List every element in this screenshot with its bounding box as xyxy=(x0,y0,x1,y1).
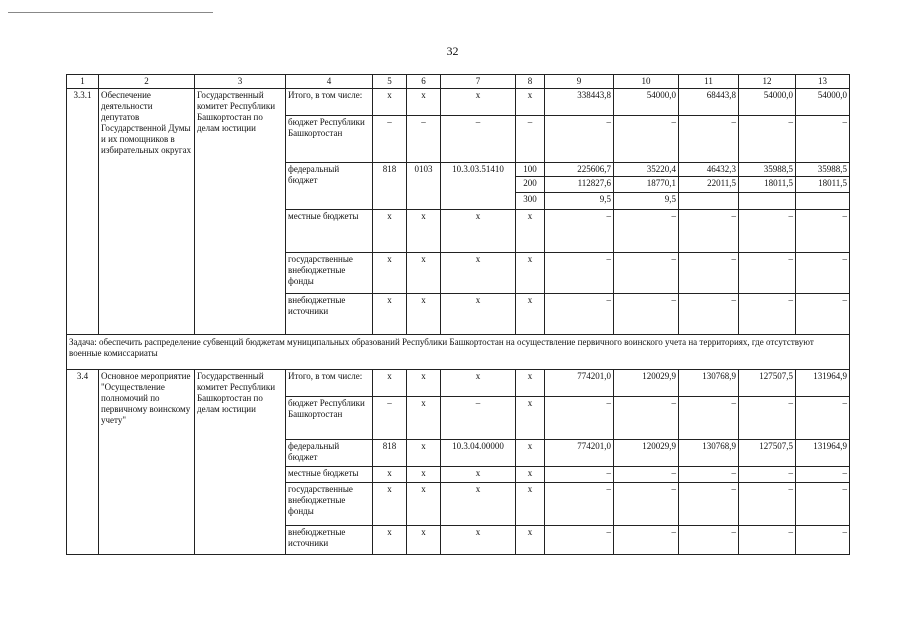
row-number: 3.3.1 xyxy=(67,89,99,335)
header-cell: 11 xyxy=(679,75,739,89)
source-cell: местные бюджеты xyxy=(286,467,373,483)
table-cell: – xyxy=(679,483,739,526)
table-cell: x xyxy=(373,467,407,483)
source-cell: государственные внебюджетные фонды xyxy=(286,483,373,526)
table-cell: – xyxy=(796,210,850,253)
table-cell: x xyxy=(441,467,516,483)
table-cell xyxy=(796,193,850,210)
table-row xyxy=(67,89,850,116)
table-cell: x xyxy=(516,483,545,526)
table-cell: – xyxy=(739,210,796,253)
table-cell: x xyxy=(516,440,545,467)
table-cell: x xyxy=(516,294,545,335)
table-cell: x xyxy=(373,526,407,555)
table-cell: 338443,8 xyxy=(545,89,614,116)
table-cell: – xyxy=(407,116,441,163)
header-cell: 2 xyxy=(99,75,195,89)
table-cell: x xyxy=(407,397,441,440)
table-cell: – xyxy=(545,467,614,483)
header-cell: 3 xyxy=(195,75,286,89)
table-cell xyxy=(739,193,796,210)
source-cell: внебюджетные источники xyxy=(286,526,373,555)
header-cell: 9 xyxy=(545,75,614,89)
table-cell: x xyxy=(516,89,545,116)
header-row xyxy=(67,75,850,89)
header-cell: 12 xyxy=(739,75,796,89)
table-cell: 68443,8 xyxy=(679,89,739,116)
table-cell: x xyxy=(441,526,516,555)
table-cell: – xyxy=(441,116,516,163)
table-cell: – xyxy=(796,253,850,294)
table-cell: 100 xyxy=(516,163,545,177)
table-cell: – xyxy=(796,483,850,526)
task-text: Задача: обеспечить распределение субвенций бюджетам муниципальных образований Республики Башкортостан на осуществление первичного воинского учета на территориях, где отсутствуют военные комиссариаты xyxy=(67,335,850,370)
table-cell: 54000,0 xyxy=(739,89,796,116)
source-cell: бюджет Республики Башкортостан xyxy=(286,397,373,440)
table-cell: x xyxy=(407,370,441,397)
table-cell: – xyxy=(796,116,850,163)
table-cell: – xyxy=(679,467,739,483)
table-cell: – xyxy=(614,210,679,253)
source-cell: федеральный бюджет xyxy=(286,440,373,467)
table-cell: 9,5 xyxy=(614,193,679,210)
table-cell: – xyxy=(739,116,796,163)
source-cell: местные бюджеты xyxy=(286,210,373,253)
table-cell: 130768,9 xyxy=(679,370,739,397)
table-cell: 18770,1 xyxy=(614,177,679,193)
table-cell: x xyxy=(407,89,441,116)
table-cell: 10.3.03.51410 xyxy=(441,163,516,210)
table-cell: – xyxy=(679,253,739,294)
header-cell: 6 xyxy=(407,75,441,89)
executor-name: Государственный комитет Республики Башкортостан по делам юстиции xyxy=(195,89,286,335)
source-cell: бюджет Республики Башкортостан xyxy=(286,116,373,163)
executor-name: Государственный комитет Республики Башкортостан по делам юстиции xyxy=(195,370,286,555)
table-cell: x xyxy=(441,294,516,335)
table-cell: 225606,7 xyxy=(545,163,614,177)
table-cell: – xyxy=(739,483,796,526)
table-cell: x xyxy=(373,294,407,335)
table-cell: – xyxy=(679,397,739,440)
table-cell: 54000,0 xyxy=(614,89,679,116)
table-cell: – xyxy=(679,526,739,555)
source-cell: Итого, в том числе: xyxy=(286,89,373,116)
table-cell: – xyxy=(739,294,796,335)
table-cell: 818 xyxy=(373,163,407,210)
table-cell: – xyxy=(545,526,614,555)
table-cell: 35220,4 xyxy=(614,163,679,177)
table-cell: – xyxy=(614,294,679,335)
table-cell: x xyxy=(407,253,441,294)
table-cell: 131964,9 xyxy=(796,370,850,397)
table-cell: x xyxy=(441,89,516,116)
table-cell: 131964,9 xyxy=(796,440,850,467)
table-cell: 112827,6 xyxy=(545,177,614,193)
table-cell: – xyxy=(545,116,614,163)
table-cell: – xyxy=(614,467,679,483)
top-rule xyxy=(8,12,213,13)
table-cell: x xyxy=(373,253,407,294)
table-cell: – xyxy=(796,526,850,555)
header-cell: 10 xyxy=(614,75,679,89)
table-cell: x xyxy=(407,440,441,467)
header-cell: 13 xyxy=(796,75,850,89)
table-cell: x xyxy=(373,483,407,526)
table-cell xyxy=(679,193,739,210)
page-number: 32 xyxy=(446,44,459,58)
table-cell: x xyxy=(373,210,407,253)
table-cell: – xyxy=(545,210,614,253)
table-cell: – xyxy=(679,210,739,253)
activity-name: Основное мероприятие "Осуществление полномочий по первичному воинскому учету" xyxy=(99,370,195,555)
table-cell: x xyxy=(516,397,545,440)
source-cell: государственные внебюджетные фонды xyxy=(286,253,373,294)
table-cell: x xyxy=(407,210,441,253)
header-cell: 1 xyxy=(67,75,99,89)
table-cell: – xyxy=(679,294,739,335)
table-cell: – xyxy=(614,526,679,555)
table-cell: 46432,3 xyxy=(679,163,739,177)
table-cell: 22011,5 xyxy=(679,177,739,193)
table-cell: – xyxy=(373,116,407,163)
table-cell: x xyxy=(516,467,545,483)
table-cell: – xyxy=(516,116,545,163)
table-cell: 10.3.04.00000 xyxy=(441,440,516,467)
table-cell: 35988,5 xyxy=(739,163,796,177)
table-cell: 35988,5 xyxy=(796,163,850,177)
table-cell: 120029,9 xyxy=(614,440,679,467)
table-cell: x xyxy=(407,294,441,335)
table-cell: – xyxy=(739,526,796,555)
table-cell: x xyxy=(441,210,516,253)
table-cell: – xyxy=(796,397,850,440)
source-cell: внебюджетные источники xyxy=(286,294,373,335)
table-cell: 300 xyxy=(516,193,545,210)
table-cell: – xyxy=(545,483,614,526)
source-cell: Итого, в том числе: xyxy=(286,370,373,397)
table-cell: – xyxy=(739,253,796,294)
table-cell: 130768,9 xyxy=(679,440,739,467)
header-cell: 5 xyxy=(373,75,407,89)
task-row xyxy=(67,335,850,370)
table-cell: 18011,5 xyxy=(796,177,850,193)
table-cell: 818 xyxy=(373,440,407,467)
table-cell: – xyxy=(614,397,679,440)
table-cell: – xyxy=(739,467,796,483)
row-number: 3.4 xyxy=(67,370,99,555)
table-cell: 0103 xyxy=(407,163,441,210)
table-cell: – xyxy=(614,483,679,526)
table-cell: x xyxy=(516,370,545,397)
table-cell: 54000,0 xyxy=(796,89,850,116)
table-cell: x xyxy=(373,370,407,397)
table-row xyxy=(67,370,850,397)
table-cell: – xyxy=(545,253,614,294)
table-cell: x xyxy=(441,483,516,526)
table-cell: x xyxy=(516,253,545,294)
table-cell: 127507,5 xyxy=(739,440,796,467)
table-cell: 127507,5 xyxy=(739,370,796,397)
table-cell: – xyxy=(545,397,614,440)
table-cell: 774201,0 xyxy=(545,370,614,397)
table-cell: x xyxy=(407,483,441,526)
table-cell: – xyxy=(679,116,739,163)
source-cell: федеральный бюджет xyxy=(286,163,373,210)
table-cell: x xyxy=(516,210,545,253)
table-cell: x xyxy=(516,526,545,555)
table-cell: – xyxy=(614,116,679,163)
table-cell: – xyxy=(796,467,850,483)
table-cell: – xyxy=(441,397,516,440)
table-cell: 200 xyxy=(516,177,545,193)
table-cell: x xyxy=(441,370,516,397)
table-cell: 774201,0 xyxy=(545,440,614,467)
activity-name: Обеспечение деятельности депутатов Государственной Думы и их помощников в избирательных округах xyxy=(99,89,195,335)
header-cell: 8 xyxy=(516,75,545,89)
table-cell: x xyxy=(407,467,441,483)
table-cell: – xyxy=(545,294,614,335)
header-cell: 7 xyxy=(441,75,516,89)
table-cell: 18011,5 xyxy=(739,177,796,193)
table-cell: x xyxy=(441,253,516,294)
table-cell: 9,5 xyxy=(545,193,614,210)
table-cell: – xyxy=(614,253,679,294)
budget-table xyxy=(66,74,850,555)
table-cell: x xyxy=(373,89,407,116)
table-cell: x xyxy=(407,526,441,555)
table-cell: – xyxy=(373,397,407,440)
table-cell: 120029,9 xyxy=(614,370,679,397)
header-cell: 4 xyxy=(286,75,373,89)
table-cell: – xyxy=(739,397,796,440)
table-cell: – xyxy=(796,294,850,335)
